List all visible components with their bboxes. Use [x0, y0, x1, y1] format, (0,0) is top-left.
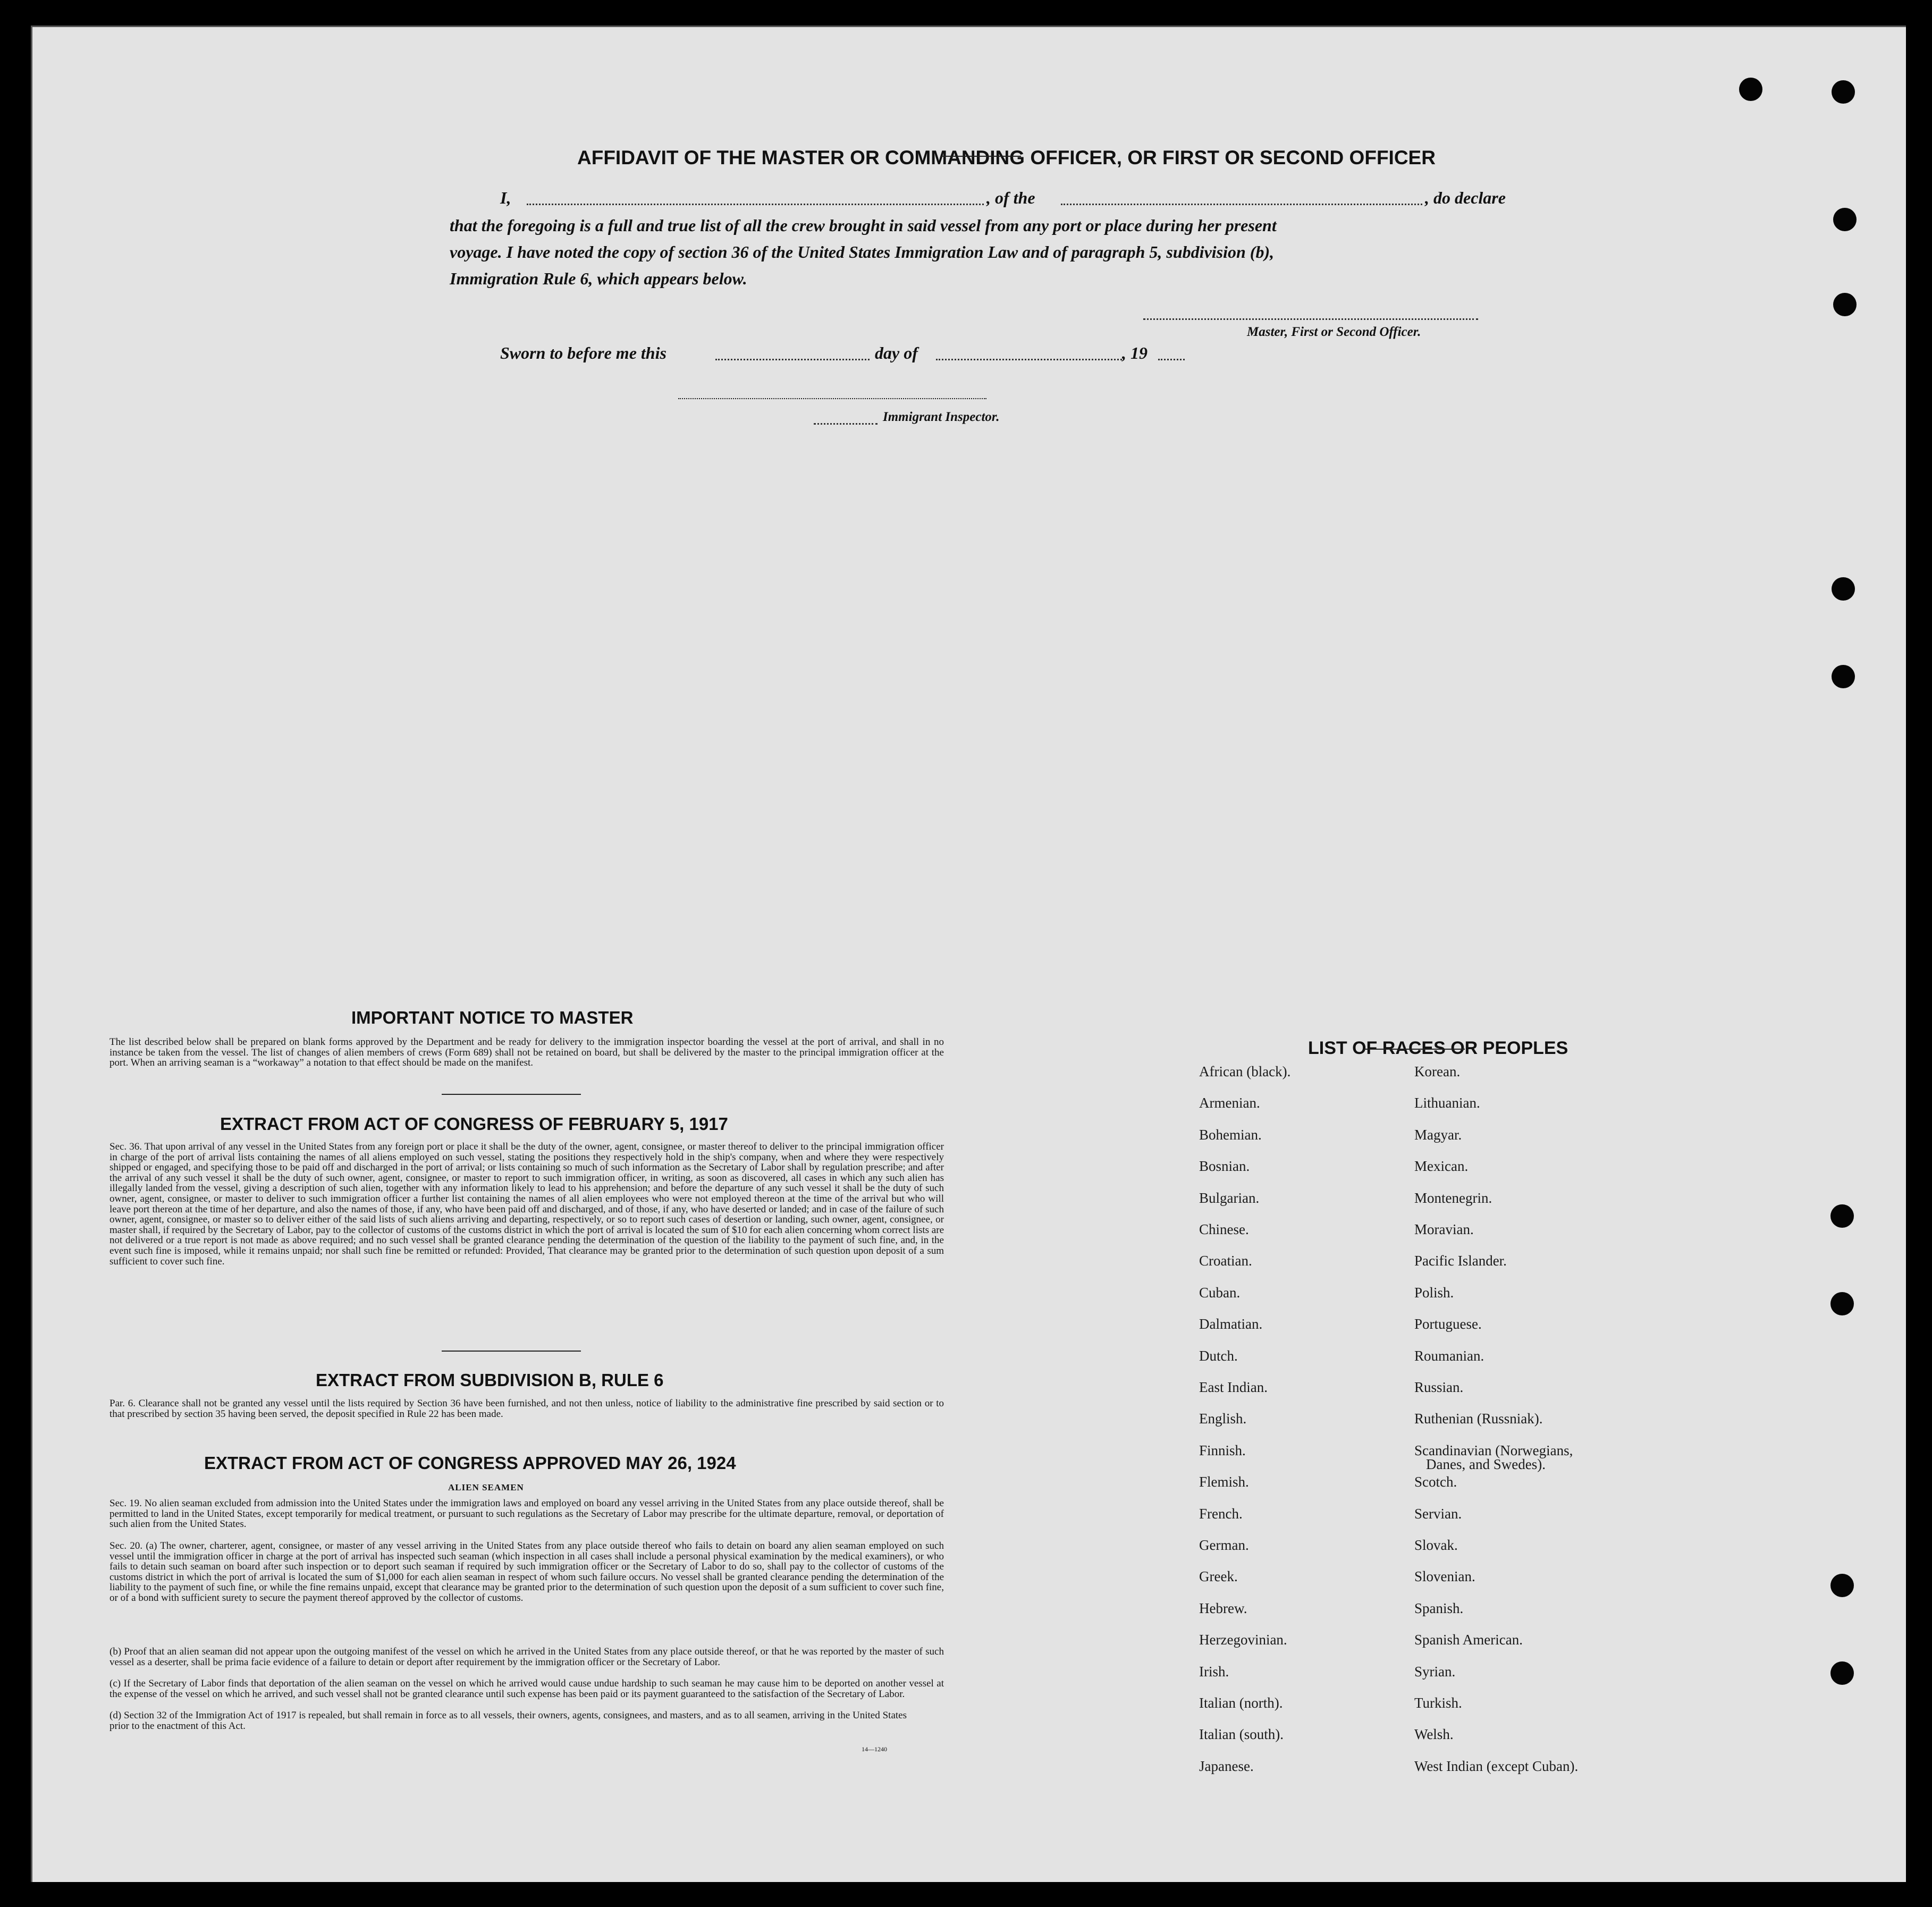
- race-item: Lithuanian.: [1414, 1095, 1480, 1111]
- affidavit-line-4: Immigration Rule 6, which appears below.: [450, 269, 747, 288]
- race-item: Syrian.: [1414, 1663, 1456, 1680]
- race-item: Slovenian.: [1414, 1568, 1475, 1585]
- race-item: Hebrew.: [1199, 1600, 1247, 1616]
- extract-1924-title: EXTRACT FROM ACT OF CONGRESS APPROVED MAY 26, 1924: [204, 1453, 736, 1473]
- race-item: Danes, and Swedes).: [1426, 1456, 1546, 1472]
- punch-hole: [1830, 1292, 1854, 1315]
- master-signature-label: Master, First or Second Officer.: [1247, 325, 1421, 339]
- affidavit-title: AFFIDAVIT OF THE MASTER OR COMMANDING OFFICER, OR FIRST OR SECOND OFFICER: [577, 147, 1436, 168]
- affidavit-i-label: I,: [500, 188, 511, 207]
- sworn-month-blank[interactable]: [936, 359, 1122, 360]
- race-item: Welsh.: [1414, 1726, 1454, 1743]
- punch-hole: [1830, 1574, 1854, 1597]
- race-item: Mexican.: [1414, 1158, 1469, 1175]
- notice-title: IMPORTANT NOTICE TO MASTER: [351, 1008, 634, 1027]
- race-item: Italian (north).: [1199, 1695, 1283, 1711]
- punch-hole: [1832, 80, 1855, 104]
- race-item: Ruthenian (Russniak).: [1414, 1411, 1543, 1427]
- sworn-label: Sworn to before me this: [500, 343, 667, 362]
- race-item: Herzegovinian.: [1199, 1632, 1287, 1648]
- race-item: Dalmatian.: [1199, 1316, 1263, 1332]
- affidavit-line-2: that the foregoing is a full and true list of all the crew brought in said vessel from any port or place during her present: [450, 216, 1277, 235]
- race-item: Moravian.: [1414, 1221, 1474, 1237]
- race-item: Montenegrin.: [1414, 1189, 1492, 1206]
- extract-1917-divider: [442, 1351, 581, 1352]
- race-item: Pacific Islander.: [1414, 1253, 1507, 1269]
- race-item: Croatian.: [1199, 1253, 1252, 1269]
- notice-divider: [442, 1094, 581, 1095]
- inspector-signature-line[interactable]: [678, 398, 986, 399]
- punch-hole: [1833, 293, 1857, 316]
- race-item: African (black).: [1199, 1064, 1291, 1079]
- races-divider: [1364, 1049, 1465, 1050]
- race-item: Dutch.: [1199, 1347, 1238, 1364]
- extract-1917-title: EXTRACT FROM ACT OF CONGRESS OF FEBRUARY 5, 1917: [220, 1114, 728, 1134]
- punch-hole: [1832, 665, 1855, 688]
- notice-text: The list described below shall be prepared on blank forms approved by the Department and be ready for delivery to the immigration inspector boarding the vessel at the port of arrival, and shall in no instance be taken from the vessel. The list of changes of alien members of crews (Form 689) shall not be retained on board, but shall be delivered by the master to the principal immigration officer at the port. When an arriving seaman is a “workaway” a notation to that effect should be made on the manifest.: [109, 1036, 944, 1069]
- race-item: Cuban.: [1199, 1284, 1241, 1301]
- race-item: West Indian (except Cuban).: [1414, 1758, 1579, 1774]
- races-title: LIST OF RACES OR PEOPLES: [1308, 1038, 1568, 1058]
- race-item: Greek.: [1199, 1568, 1238, 1585]
- extract-1924-sec20a: Sec. 20. (a) The owner, charterer, agent, consignee, or master of any vessel arriving in the United States from any place outside thereof who fails to detain on board any alien seaman employed on such vessel until the immigration officer in charge at the port of arrival has inspected such seaman (which inspection in all cases shall include a personal physical examination by the medical examiners), or who fails to detain such seaman on board after such inspection or to deport such seaman if required by such immigration officer or the Secretary of Labor to do so, shall pay to the collector of customs of the customs district in which the port of arrival is located the sum of $1,000 for each alien seaman in respect of whom such failure occurs. No vessel shall be granted clearance pending the determination of the liability to the payment of such fine, or while the fine remains unpaid, except that clearance may be granted prior to the determination of such question upon the deposit of a sum sufficient to cover such fine, or of a bond with sufficient surety to secure the payment thereof approved by the collector of customs.: [109, 1540, 944, 1604]
- extract-rule6-text: Par. 6. Clearance shall not be granted any vessel until the lists required by Section 36 have been furnished, and not then unless, notice of liability to the administrative fine prescribed by said section or to that prescribed by section 35 having been served, the deposit specified in Rule 22 has been made.: [109, 1398, 944, 1420]
- title-underline: [941, 156, 1021, 157]
- race-item: Japanese.: [1199, 1758, 1254, 1774]
- punch-hole: [1830, 1661, 1854, 1685]
- race-item: Bulgarian.: [1199, 1189, 1260, 1206]
- race-item: Finnish.: [1199, 1442, 1246, 1458]
- race-item: Irish.: [1199, 1663, 1229, 1680]
- race-item: Bohemian.: [1199, 1126, 1262, 1143]
- race-item: Spanish.: [1414, 1600, 1464, 1616]
- affidavit-declaration-line: [500, 188, 511, 208]
- extract-1924-subtitle: ALIEN SEAMEN: [448, 1482, 524, 1492]
- race-item: Slovak.: [1414, 1537, 1458, 1553]
- affidavit-line-3: voyage. I have noted the copy of section 36 of the United States Immigration Law and of paragraph 5, subdivision (b),: [450, 242, 1275, 261]
- sworn-year-blank[interactable]: [1158, 359, 1185, 360]
- race-item: English.: [1199, 1411, 1247, 1427]
- inspector-short-line: [814, 423, 878, 425]
- race-item: Spanish American.: [1414, 1632, 1523, 1648]
- race-item: Polish.: [1414, 1284, 1454, 1301]
- race-item: Portuguese.: [1414, 1316, 1482, 1332]
- punch-hole: [1833, 208, 1857, 231]
- race-item: Armenian.: [1199, 1095, 1260, 1111]
- punch-hole: [1739, 78, 1762, 101]
- race-item: Bosnian.: [1199, 1158, 1250, 1175]
- race-item: Scotch.: [1414, 1474, 1457, 1490]
- extract-1924-sec20c: (c) If the Secretary of Labor finds that deportation of the alien seaman on the vessel on which he arrived would cause undue hardship to such seaman he may cause him to be deported on another vessel at the expense of the vessel on which he arrived, and such vessel shall not be granted clearance until such expense has been paid or its payment guaranteed to the satisfaction of the Secretary of Labor.: [109, 1678, 944, 1700]
- year-label: , 19: [1122, 343, 1148, 362]
- race-item: Chinese.: [1199, 1221, 1249, 1237]
- race-item: East Indian.: [1199, 1379, 1268, 1395]
- vessel-blank[interactable]: [1061, 204, 1422, 205]
- master-signature-line[interactable]: [1143, 318, 1478, 320]
- extract-1924-sec19: Sec. 19. No alien seaman excluded from admission into the United States under the immigration laws and employed on board any vessel arriving in the United States from any place outside thereof, shall be permitted to land in the United States, except temporarily for medical treatment, or pursuant to such regulations as the Secretary of Labor may prescribe for the ultimate departure, removal, or deportation of such alien from the United States.: [109, 1498, 944, 1530]
- do-declare-label: , do declare: [1425, 188, 1506, 207]
- race-item: Russian.: [1414, 1379, 1464, 1395]
- race-item: Korean.: [1414, 1064, 1461, 1079]
- extract-1924-sec20d: (d) Section 32 of the Immigration Act of 1917 is repealed, but shall remain in force as to all vessels, their owners, agents, consignees, and masters, and as to all seamen, arriving in the United States prior to the enactment of this Act.: [109, 1710, 907, 1732]
- punch-hole: [1832, 577, 1855, 601]
- race-item: Roumanian.: [1414, 1347, 1484, 1364]
- race-item: Scandinavian (Norwegians,: [1414, 1442, 1573, 1458]
- race-item: Turkish.: [1414, 1695, 1462, 1711]
- race-item: Italian (south).: [1199, 1726, 1284, 1743]
- of-the-label: , of the: [986, 188, 1035, 207]
- punch-hole: [1830, 1204, 1854, 1228]
- name-blank[interactable]: [527, 204, 984, 205]
- extract-1924-sec20b: (b) Proof that an alien seaman did not appear upon the outgoing manifest of the vessel on which he arrived in the United States from any place outside thereof, or that he was reported by the master of such vessel as a deserter, shall be prima facie evidence of a failure to detain or deport after requirement by the immigration officer or the Secretary of Labor.: [109, 1646, 944, 1668]
- sworn-day-blank[interactable]: [715, 359, 870, 360]
- race-item: French.: [1199, 1505, 1243, 1522]
- form-number: 14—1240: [862, 1745, 887, 1753]
- form-sheet: [31, 26, 1906, 1882]
- extract-1917-text: Sec. 36. That upon arrival of any vessel in the United States from any foreign port or place it shall be the duty of the owner, agent, consignee, or master thereof to deliver to the principal immigration officer in charge of the port of arrival lists containing the names of all aliens employed on such vessel, stating the positions they respectively hold in the ship's company, when and where they were respectively shipped or engaged, and specifying those to be paid off and discharged in the port of arrival; or lists containing so much of such information as the Secretary of Labor shall by regulation prescribe; and after the arrival of any such vessel it shall be the duty of such owner, agent, consignee, or master to report to such immigration officer, in writing, as soon as discovered, all cases in which any such alien has illegally landed from the vessel, giving a description of such alien, together with any information likely to lead to his apprehension; and before the departure of any such vessel it shall be the duty of such owner, agent, consignee, or master to deliver to such immigration officer a further list containing the names of all alien employees who were not employed thereon at the time of the arrival but who will leave port thereon at the time of her departure, and also the names of those, if any, who have been paid off and discharged, and of those, if any, who have deserted or landed; and in case of the failure of such owner, agent, consignee, or master so to deliver either of the said lists of such aliens arriving and departing, respectively, or so to report such cases of desertion or landing, such owner, agent, consignee, or master shall, if required by the Secretary of Labor, pay to the collector of customs of the customs district in which the port of arrival is located the sum of $10 for each alien concerning whom correct lists are not delivered or a true report is not made as above required; and no such vessel shall be granted clearance pending the determination of the question of the liability to the payment of such fine, and, in the event such fine is imposed, while it remains unpaid; nor shall such fine be remitted or refunded: Provided, That clearance may be granted prior to the determination of such question upon deposit of a sum sufficient to cover such fine.: [109, 1141, 944, 1267]
- extract-rule6-title: EXTRACT FROM SUBDIVISION B, RULE 6: [316, 1370, 664, 1390]
- inspector-signature-label: Immigrant Inspector.: [883, 410, 1000, 424]
- race-item: Magyar.: [1414, 1126, 1462, 1143]
- race-item: Flemish.: [1199, 1474, 1249, 1490]
- race-item: Servian.: [1414, 1505, 1462, 1522]
- day-of-label: day of: [875, 343, 918, 362]
- race-item: German.: [1199, 1537, 1249, 1553]
